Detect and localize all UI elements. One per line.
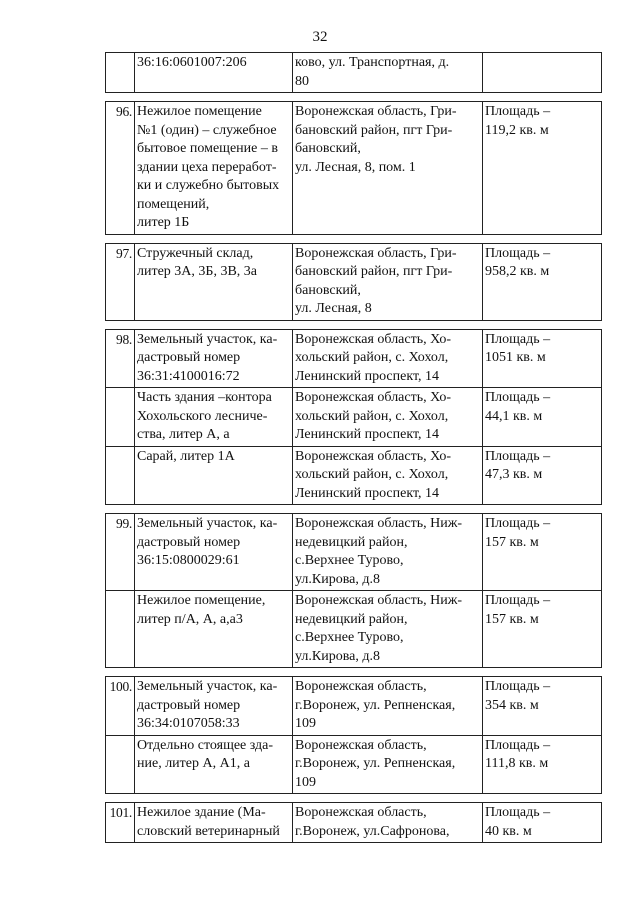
row-spacer-cell (483, 320, 602, 329)
property-area: Площадь – 157 кв. м (485, 593, 551, 627)
table-row (106, 53, 602, 93)
row-spacer-cell (293, 505, 483, 514)
table-row (106, 329, 602, 388)
property-address-cell (293, 446, 483, 505)
property-area: Площадь – 119,2 кв. м (485, 104, 551, 138)
property-address-cell (293, 735, 483, 794)
row-spacer-cell (106, 93, 135, 102)
property-address-cell (293, 803, 483, 843)
property-area: Площадь – 958,2 кв. м (485, 245, 551, 279)
row-spacer-cell (293, 234, 483, 243)
row-spacer (106, 320, 602, 329)
row-spacer-cell (135, 505, 293, 514)
property-address: Воронежская область, Ниж- недевицкий район, с.Верхнее Турово, ул.Кирова, д.8 (295, 593, 463, 664)
row-number-cell (106, 329, 135, 388)
row-number-cell (106, 735, 135, 794)
row-number-cell (106, 102, 135, 235)
row-spacer-cell (106, 794, 135, 803)
row-spacer-cell (293, 93, 483, 102)
row-spacer-cell (293, 668, 483, 677)
row-number: 101. (109, 805, 132, 820)
row-number-cell (106, 53, 135, 93)
property-address: Воронежская область, г.Воронеж, ул.Сафронова, (295, 805, 450, 839)
property-name: Отдельно стоящее зда- ние, литер А, А1, а (137, 737, 274, 771)
property-name: Нежилое помещение, литер п/А, А, а,а3 (137, 593, 266, 627)
property-address-cell (293, 591, 483, 668)
property-name: Земельный участок, ка- дастровый номер 36:34:0107058:33 (137, 679, 278, 731)
table-row (106, 243, 602, 320)
property-area-cell (483, 102, 602, 235)
property-area: Площадь – 157 кв. м (485, 516, 551, 550)
property-area-cell (483, 735, 602, 794)
property-name-cell (135, 243, 293, 320)
row-spacer-cell (293, 320, 483, 329)
row-spacer-cell (135, 320, 293, 329)
property-name-cell (135, 388, 293, 447)
row-spacer (106, 794, 602, 803)
row-spacer-cell (483, 93, 602, 102)
property-address: Воронежская область, г.Воронеж, ул. Репненская, 109 (295, 737, 456, 790)
property-name: Земельный участок, ка- дастровый номер 36:15:0800029:61 (137, 516, 278, 568)
property-name-cell (135, 677, 293, 736)
property-address: Воронежская область, Ниж- недевицкий район, с.Верхнее Турово, ул.Кирова, д.8 (295, 516, 463, 587)
property-table-body (106, 53, 602, 843)
property-address-cell (293, 388, 483, 447)
row-number-cell (106, 514, 135, 591)
property-name-cell (135, 53, 293, 93)
row-number-cell (106, 243, 135, 320)
property-address-cell (293, 243, 483, 320)
row-number-cell (106, 803, 135, 843)
table-row (106, 514, 602, 591)
property-address-cell (293, 53, 483, 93)
property-area-cell (483, 591, 602, 668)
row-spacer-cell (483, 794, 602, 803)
row-spacer-cell (483, 668, 602, 677)
property-area-cell (483, 53, 602, 93)
property-address: ково, ул. Транспортная, д. 80 (295, 55, 450, 89)
row-spacer (106, 93, 602, 102)
property-area: Площадь – 47,3 кв. м (485, 448, 551, 482)
property-address: Воронежская область, Гри- бановский район, пгт Гри- бановский, ул. Лесная, 8, пом. 1 (295, 104, 457, 175)
row-spacer (106, 505, 602, 514)
property-area: Площадь – 44,1 кв. м (485, 390, 551, 424)
property-address-cell (293, 102, 483, 235)
row-number-cell (106, 677, 135, 736)
property-address-cell (293, 329, 483, 388)
property-area: Площадь – 1051 кв. м (485, 331, 551, 365)
table-row (106, 591, 602, 668)
row-number: 100. (109, 679, 132, 694)
property-address: Воронежская область, г.Воронеж, ул. Репненская, 109 (295, 679, 456, 731)
row-spacer-cell (483, 505, 602, 514)
row-spacer-cell (483, 234, 602, 243)
page-number: 32 (312, 29, 328, 45)
property-name-cell (135, 591, 293, 668)
table-row (106, 102, 602, 235)
property-address: Воронежская область, Хо- хольский район, с. Хохол, Ленинский проспект, 14 (295, 390, 452, 442)
row-spacer (106, 234, 602, 243)
property-area-cell (483, 677, 602, 736)
property-table (105, 52, 602, 843)
property-name-cell (135, 514, 293, 591)
row-number: 98. (116, 331, 132, 347)
row-spacer-cell (135, 234, 293, 243)
property-name: Сарай, литер 1А (137, 448, 235, 464)
property-address-cell (293, 677, 483, 736)
property-name-cell (135, 446, 293, 505)
row-spacer-cell (106, 234, 135, 243)
table-row (106, 735, 602, 794)
property-name-cell (135, 735, 293, 794)
table-row (106, 677, 602, 736)
property-area-cell (483, 803, 602, 843)
property-name-cell (135, 329, 293, 388)
property-name-cell (135, 803, 293, 843)
property-area: Площадь – 40 кв. м (485, 805, 551, 839)
table-row (106, 803, 602, 843)
row-spacer-cell (135, 93, 293, 102)
row-number: 99. (116, 516, 132, 531)
property-area: Площадь – 354 кв. м (485, 679, 551, 713)
property-area-cell (483, 514, 602, 591)
row-spacer-cell (106, 668, 135, 677)
row-number: 96. (116, 104, 132, 119)
row-spacer-cell (106, 505, 135, 514)
row-spacer (106, 668, 602, 677)
property-address: Воронежская область, Хо- хольский район, с. Хохол, Ленинский проспект, 14 (295, 331, 452, 384)
table-row (106, 446, 602, 505)
property-area-cell (483, 388, 602, 447)
property-address: Воронежская область, Хо- хольский район, с. Хохол, Ленинский проспект, 14 (295, 448, 452, 501)
property-name: 36:16:0601007:206 (137, 55, 247, 70)
property-area-cell (483, 243, 602, 320)
property-area-cell (483, 329, 602, 388)
row-spacer-cell (135, 668, 293, 677)
property-address: Воронежская область, Гри- бановский район, пгт Гри- бановский, ул. Лесная, 8 (295, 245, 457, 316)
property-name: Земельный участок, ка- дастровый номер 36:31:4100016:72 (137, 331, 278, 384)
property-name-cell (135, 102, 293, 235)
row-number-cell (106, 388, 135, 447)
row-spacer-cell (106, 320, 135, 329)
row-spacer-cell (293, 794, 483, 803)
property-area-cell (483, 446, 602, 505)
property-name: Часть здания –контора Хохольского лесниче- ства, литер А, а (137, 390, 272, 442)
property-address-cell (293, 514, 483, 591)
table-row (106, 388, 602, 447)
row-number-cell (106, 446, 135, 505)
property-name: Нежилое помещение №1 (один) – служебное бытовое помещение – в здании цеха переработ- ки и служебно бытовых помещений, литер 1Б (137, 104, 280, 230)
property-name: Нежилое здание (Ма- словский ветеринарный (137, 805, 280, 839)
row-number-cell (106, 591, 135, 668)
row-spacer-cell (135, 794, 293, 803)
property-name: Стружечный склад, литер 3А, 3Б, 3В, 3а (137, 245, 258, 279)
row-number: 97. (116, 245, 132, 261)
property-area: Площадь – 111,8 кв. м (485, 737, 551, 771)
